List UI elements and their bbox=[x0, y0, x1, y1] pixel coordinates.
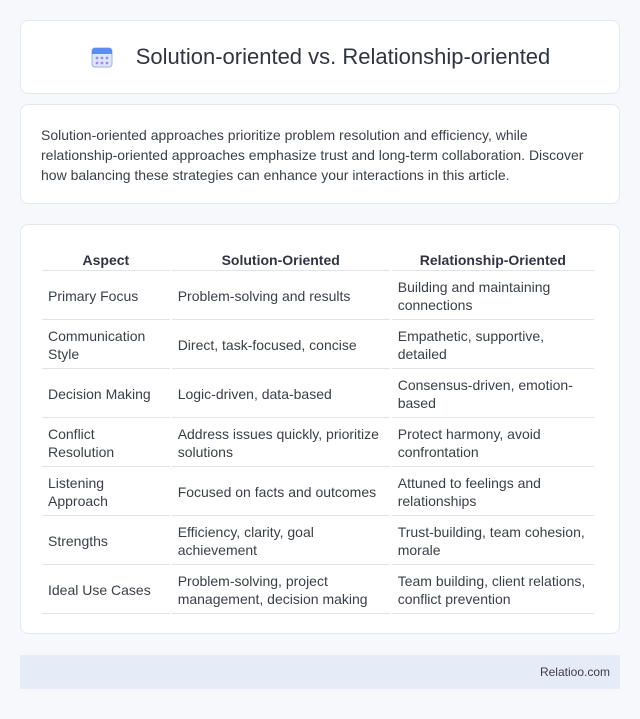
relationship-cell: Protect harmony, avoid confrontation bbox=[392, 420, 594, 467]
relationship-cell: Team building, client relations, conflict prevention bbox=[392, 567, 594, 614]
table-row bbox=[42, 420, 594, 467]
intro-card bbox=[20, 104, 620, 204]
table-row bbox=[42, 371, 594, 418]
relationship-cell: Trust-building, team cohesion, morale bbox=[392, 518, 594, 565]
title-card bbox=[20, 20, 620, 94]
footer-brand-link[interactable]: Relatioo.com bbox=[539, 665, 610, 679]
footer bbox=[20, 655, 620, 689]
table-row bbox=[42, 567, 594, 614]
table-header-row bbox=[42, 247, 594, 271]
aspect-cell: Ideal Use Cases bbox=[42, 567, 170, 614]
solution-cell: Focused on facts and outcomes bbox=[172, 469, 390, 516]
solution-cell: Problem-solving, project management, decision making bbox=[172, 567, 390, 614]
header-solution-oriented: Solution-Oriented bbox=[172, 247, 390, 271]
relationship-cell: Consensus-driven, emotion-based bbox=[392, 371, 594, 418]
aspect-cell: Listening Approach bbox=[42, 469, 170, 516]
header-aspect: Aspect bbox=[42, 247, 170, 271]
header-relationship-oriented: Relationship-Oriented bbox=[392, 247, 594, 271]
table-row bbox=[42, 273, 594, 320]
aspect-cell: Decision Making bbox=[42, 371, 170, 418]
aspect-cell: Strengths bbox=[42, 518, 170, 565]
solution-cell: Address issues quickly, prioritize solutions bbox=[172, 420, 390, 467]
calendar-icon bbox=[90, 45, 114, 69]
solution-cell: Direct, task-focused, concise bbox=[172, 322, 390, 369]
aspect-cell: Primary Focus bbox=[42, 273, 170, 320]
comparison-table bbox=[40, 245, 596, 616]
table-row bbox=[42, 469, 594, 516]
relationship-cell: Attuned to feelings and relationships bbox=[392, 469, 594, 516]
comparison-card bbox=[20, 224, 620, 634]
solution-cell: Problem-solving and results bbox=[172, 273, 390, 320]
aspect-cell: Communication Style bbox=[42, 322, 170, 369]
table-row bbox=[42, 322, 594, 369]
solution-cell: Efficiency, clarity, goal achievement bbox=[172, 518, 390, 565]
relationship-cell: Building and maintaining connections bbox=[392, 273, 594, 320]
page-title: Solution-oriented vs. Relationship-oriented bbox=[135, 44, 551, 69]
relationship-cell: Empathetic, supportive, detailed bbox=[392, 322, 594, 369]
aspect-cell: Conflict Resolution bbox=[42, 420, 170, 467]
intro-paragraph: Solution-oriented approaches prioritize problem resolution and efficiency, while relationship-oriented approaches emphasize trust and long-term collaboration. Discover how balancing these strategies can enhance your interactions in this article. bbox=[41, 127, 584, 183]
table-row bbox=[42, 518, 594, 565]
solution-cell: Logic-driven, data-based bbox=[172, 371, 390, 418]
